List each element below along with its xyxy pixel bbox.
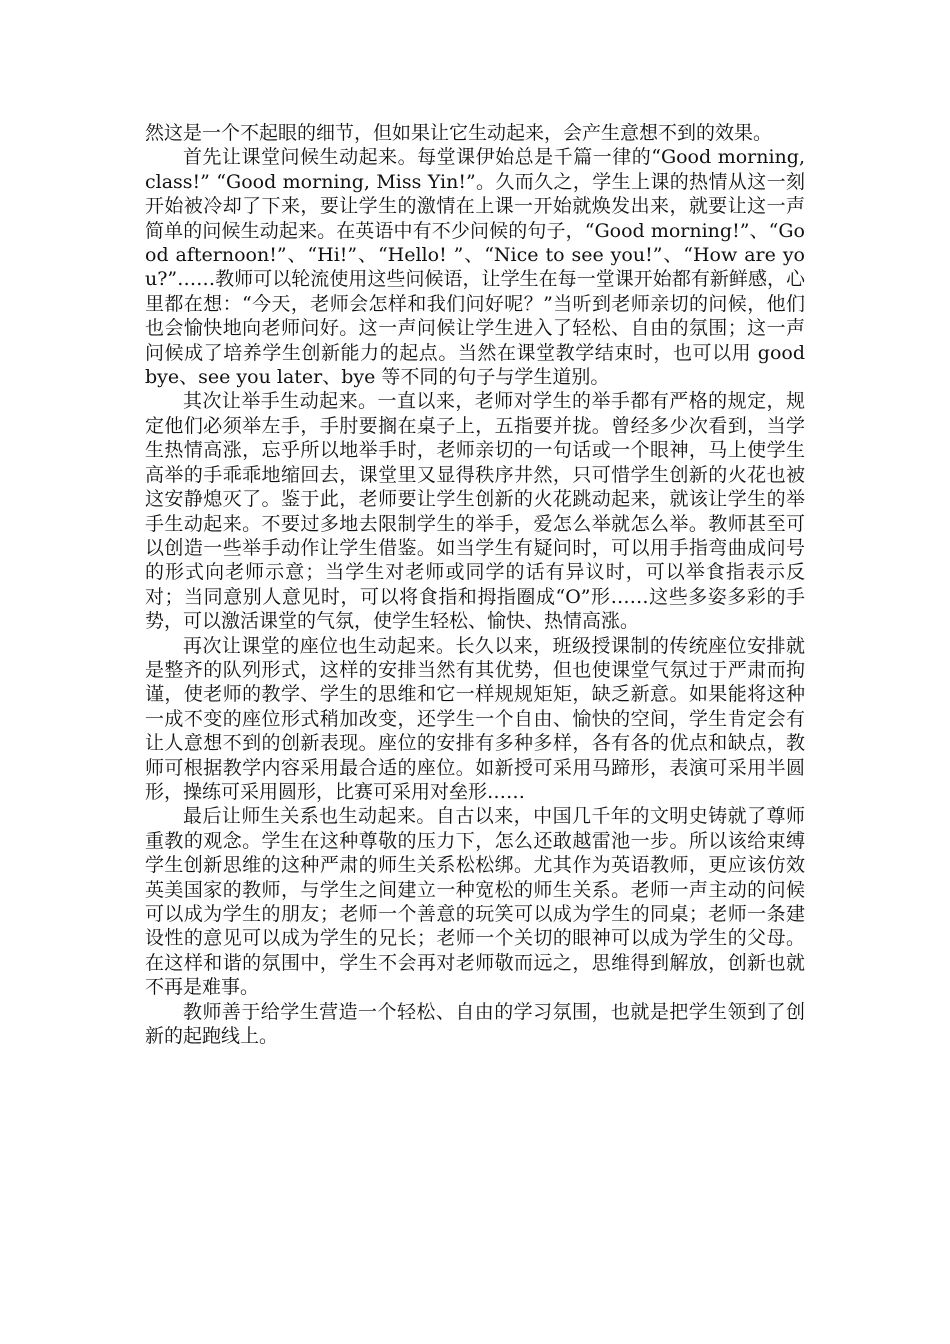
- document-body: [145, 121, 805, 1048]
- paragraph-teacher-student-relationship: 最后让师生关系也生动起来。自古以来，中国几千年的文明史铸就了尊师重教的观念。学生在这种尊敬的压力下，怎么还敢越雷池一步。所以该给束缚学生创新思维的这种严肃的师生关系松松绑。尤其作为英语教师，更应该仿效英美国家的教师，与学生之间建立一种宽松的师生关系。老师一声主动的问候可以成为学生的朋友；老师一个善意的玩笑可以成为学生的同桌；老师一条建设性的意见可以成为学生的兄长；老师一个关切的眼神可以成为学生的父母。在这样和谐的氛围中，学生不会再对老师敬而远之，思维得到解放，创新也就不再是难事。: [145, 805, 805, 999]
- paragraph-greeting: 首先让课堂问候生动起来。每堂课伊始总是千篇一律的“Good morning, class!” “Good morning, Miss Yin!”。久而久之，学生上课的热情从这一刻开始被冷却了下来，要让学生的激情在上课一开始就焕发出来，就要让这一声简单的问候生动起来。在英语中有不少问候的句子，“Good morning!”、“Good afternoon!”、“Hi!”、“Hello! ”、“Nice to see you!”、“How are you?”……教师可以轮流使用这些问候语，让学生在每一堂课开始都有新鲜感，心里都在想：“今天，老师会怎样和我们问好呢？”当听到老师亲切的问候，他们也会愉快地向老师问好。这一声问候让学生进入了轻松、自由的氛围；这一声问候成了培养学生创新能力的起点。当然在课堂教学结束时，也可以用 good bye、see you later、bye 等不同的句子与学生道别。: [145, 146, 805, 389]
- paragraph-seating: 再次让课堂的座位也生动起来。长久以来，班级授课制的传统座位安排就是整齐的队列形式，这样的安排当然有其优势，但也使课堂气氛过于严肃而拘谨，使老师的教学、学生的思维和它一样规规矩矩，缺乏新意。如果能将这种一成不变的座位形式稍加改变，还学生一个自由、愉快的空间，学生肯定会有让人意想不到的创新表现。座位的安排有多种多样，各有各的优点和缺点，教师可根据教学内容采用最合适的座位。如新授可采用马蹄形，表演可采用半圆形，操练可采用圆形，比赛可采用对垒形……: [145, 634, 805, 803]
- paragraph-conclusion: 教师善于给学生营造一个轻松、自由的学习氛围，也就是把学生领到了创新的起跑线上。: [145, 1000, 805, 1048]
- paragraph-continuation: 然这是一个不起眼的细节，但如果让它生动起来，会产生意想不到的效果。: [145, 122, 773, 144]
- paragraph-hand-raising: 其次让举手生动起来。一直以来，老师对学生的举手都有严格的规定，规定他们必须举左手，手肘要搁在桌子上，五指要并拢。曾经多少次看到，当学生热情高涨，忘乎所以地举手时，老师亲切的一句话或一个眼神，马上使学生高举的手乖乖地缩回去，课堂里又显得秩序井然，只可惜学生创新的火花也被这安静熄灭了。鉴于此，老师要让学生创新的火花跳动起来，就该让学生的举手生动起来。不要过多地去限制学生的举手，爱怎么举就怎么举。教师甚至可以创造一些举手动作让学生借鉴。如当学生有疑问时，可以用手指弯曲成问号的形式向老师示意；当学生对老师或同学的话有异议时，可以举食指表示反对；当同意别人意见时，可以将食指和拇指圈成“O”形……这些多姿多彩的手势，可以激活课堂的气氛，使学生轻松、愉快、热情高涨。: [145, 390, 805, 633]
